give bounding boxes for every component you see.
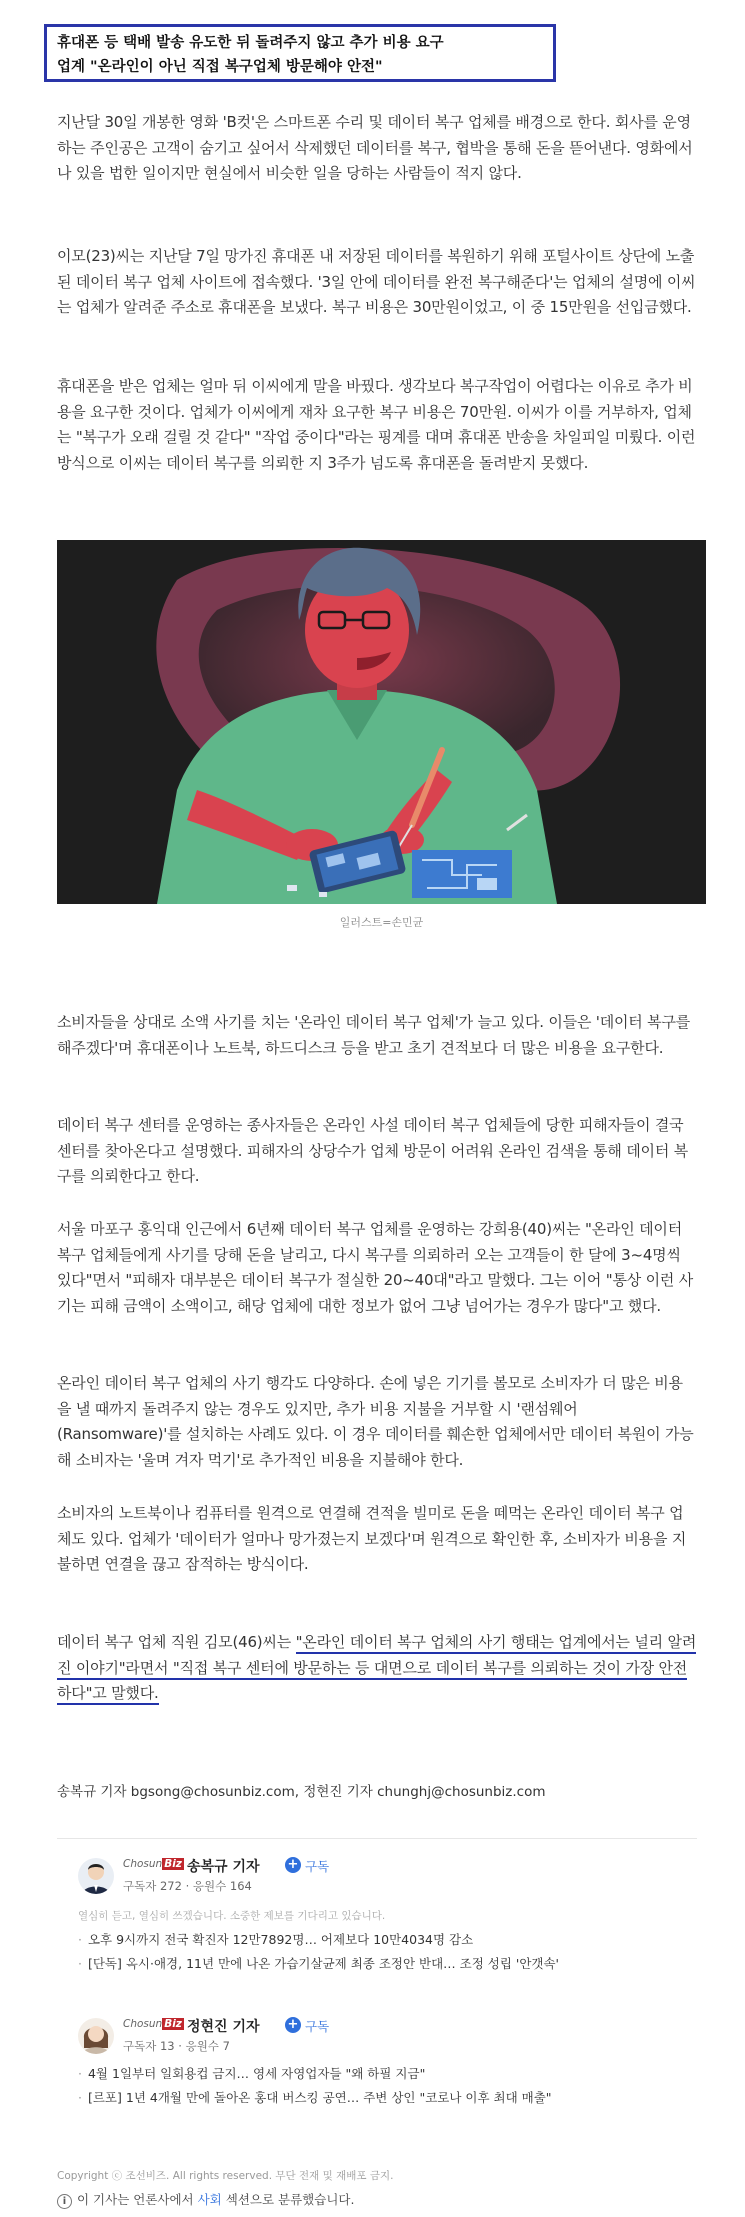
plus-icon[interactable]: +	[285, 1857, 301, 1873]
paragraph-7: 온라인 데이터 복구 업체의 사기 행각도 다양하다. 손에 넣은 기기를 볼모로 소비자가 더 많은 비용을 낼 때까지 돌려주지 않는 경우도 있지만, 추가 비용 지불을 거부할 시 '랜섬웨어(Ransomware)'를 설치하는 사례도 있다. 이 경우 데이터를 훼손한 업체에서만 데이터 복원이 가능해 소비자는 '울며 겨자 먹기'로 추가적인 비용을 지불해야 한다.	[57, 1374, 694, 1469]
follow-button[interactable]: 구독	[305, 1859, 330, 1874]
brand-logo: Chosun Biz	[123, 2018, 182, 2030]
copyright: Copyright ⓒ 조선비즈. All rights reserved. 무단 전재 및 재배포 금지.	[57, 2170, 394, 2182]
illustration-data-recovery-scam	[57, 540, 706, 904]
paragraph-9	[57, 1630, 697, 1707]
reporter-photo-icon	[78, 2018, 114, 2054]
news-item[interactable]: · 4월 1일부터 일회용컵 금지… 영세 자영업자들 "왜 하필 지금"	[78, 2066, 426, 2081]
section-notice: i 이 기사는 언론사에서 사회 섹션으로 분류했습니다.	[57, 2190, 354, 2209]
article-subtitle-box	[44, 24, 556, 82]
paragraph-4: 소비자들을 상대로 소액 사기를 치는 '온라인 데이터 복구 업체'가 늘고 있다. 이들은 '데이터 복구를 해주겠다'며 휴대폰이나 노트북, 하드디스크 등을 받고 초기 견적보다 더 많은 비용을 요구한다.	[57, 1013, 691, 1057]
reporter-motto: 열심히 듣고, 열심히 쓰겠습니다. 소중한 제보를 기다리고 있습니다.	[78, 1910, 386, 1922]
reporter-stats: 구독자 13 · 응원수 7	[123, 2039, 230, 2053]
news-item[interactable]: · [르포] 1년 4개월 만에 돌아온 홍대 버스킹 공연… 주변 상인 "코로나 이후 최대 매출"	[78, 2090, 552, 2105]
highlighted-quote: "온라인 데이터 복구 업체의 사기 행태는 업계에서는 널리 알려진 이야기"라면서 "직접 복구 센터에 방문하는 등 대면으로 데이터 복구를 의뢰하는 것이 가장 안전하다"고 말했다.	[57, 1633, 696, 1705]
news-item[interactable]: · 오후 9시까지 전국 확진자 12만7892명… 어제보다 10만4034명 감소	[78, 1932, 474, 1947]
subtitle-line-2: 업계 "온라인이 아닌 직접 복구업체 방문해야 안전"	[57, 59, 383, 75]
paragraph-1: 지난달 30일 개봉한 영화 'B컷'은 스마트폰 수리 및 데이터 복구 업체를 배경으로 한다. 회사를 운영하는 주인공은 고객이 숨기고 싶어서 삭제했던 데이터를 복구, 협박을 통해 돈을 뜯어낸다. 영화에서나 있을 법한 일이지만 현실에서 비슷한 일을 당하는 사람들이 적지 않다.	[57, 113, 693, 182]
article-illustration	[57, 540, 706, 904]
subtitle-line-1: 휴대폰 등 택배 발송 유도한 뒤 돌려주지 않고 추가 비용 요구	[57, 35, 444, 51]
reporter-card-1	[57, 1856, 697, 2006]
reporter-card-2	[57, 2016, 697, 2126]
avatar[interactable]	[78, 2018, 114, 2054]
paragraph-6: 서울 마포구 홍익대 인근에서 6년째 데이터 복구 업체를 운영하는 강희용(40)씨는 "온라인 데이터 복구 업체들에게 사기를 당해 돈을 날리고, 다시 복구를 의뢰하러 오는 고객들이 한 달에 3~4명씩 있다"면서 "피해자 대부분은 데이터 복구가 절실한 20~40대"라고 말했다. 그는 이어 "통상 이런 사기는 피해 금액이 소액이고, 해당 업체에 대한 정보가 없어 그냥 넘어가는 경우가 많다"고 했다.	[57, 1220, 694, 1315]
reporter-stats: 구독자 272 · 응원수 164	[123, 1879, 252, 1893]
brand-logo: Chosun Biz	[123, 1858, 182, 1870]
news-item[interactable]: · [단독] 옥시·애경, 11년 만에 나온 가습기살균제 최종 조정안 반대… 조정 성립 '안갯속'	[78, 1956, 559, 1971]
reporter-name[interactable]: 정현진 기자	[187, 2019, 260, 2035]
divider	[57, 1838, 697, 1839]
article-byline: 송복규 기자 bgsong@chosunbiz.com, 정현진 기자 chunghj@chosunbiz.com	[57, 1784, 546, 1800]
reporter-name[interactable]: 송복규 기자	[187, 1859, 260, 1875]
paragraph-8: 소비자의 노트북이나 컴퓨터를 원격으로 연결해 견적을 빌미로 돈을 떼먹는 온라인 데이터 복구 업체도 있다. 업체가 '데이터가 얼마나 망가졌는지 보겠다'며 원격으로 확인한 후, 소비자가 비용을 지불하면 연결을 끊고 잠적하는 방식이다.	[57, 1504, 687, 1573]
avatar[interactable]	[78, 1858, 114, 1894]
info-icon: i	[57, 2194, 72, 2209]
plus-icon[interactable]: +	[285, 2017, 301, 2033]
paragraph-3: 휴대폰을 받은 업체는 얼마 뒤 이씨에게 말을 바꿨다. 생각보다 복구작업이 어렵다는 이유로 추가 비용을 요구한 것이다. 업체가 이씨에게 재차 요구한 복구 비용은 70만원. 이씨가 이를 거부하자, 업체는 "복구가 오래 걸릴 것 같다" "작업 중이다"라는 핑계를 대며 휴대폰 반송을 차일피일 미뤘다. 이런 방식으로 이씨는 데이터 복구를 의뢰한 지 3주가 넘도록 휴대폰을 돌려받지 못했다.	[57, 377, 696, 472]
paragraph-2: 이모(23)씨는 지난달 7일 망가진 휴대폰 내 저장된 데이터를 복원하기 위해 포털사이트 상단에 노출된 데이터 복구 업체 사이트에 접속했다. '3일 안에 데이터를 완전 복구해준다'는 업체의 설명에 이씨는 업체가 알려준 주소로 휴대폰을 보냈다. 복구 비용은 30만원이었고, 이 중 15만원을 선입금했다.	[57, 247, 696, 316]
reporter-photo-icon	[78, 1858, 114, 1894]
follow-button[interactable]: 구독	[305, 2019, 330, 2034]
illustration-caption: 일러스트=손민균	[339, 916, 424, 929]
paragraph-5: 데이터 복구 센터를 운영하는 종사자들은 온라인 사설 데이터 복구 업체들에 당한 피해자들이 결국 센터를 찾아온다고 설명했다. 피해자의 상당수가 업체 방문이 어려워 온라인 검색을 통해 데이터 복구를 의뢰한다고 한다.	[57, 1116, 688, 1185]
section-link[interactable]: 사회	[197, 2192, 222, 2207]
final-paragraph-lead: 데이터 복구 업체 직원 김모(46)씨는	[57, 1633, 296, 1651]
